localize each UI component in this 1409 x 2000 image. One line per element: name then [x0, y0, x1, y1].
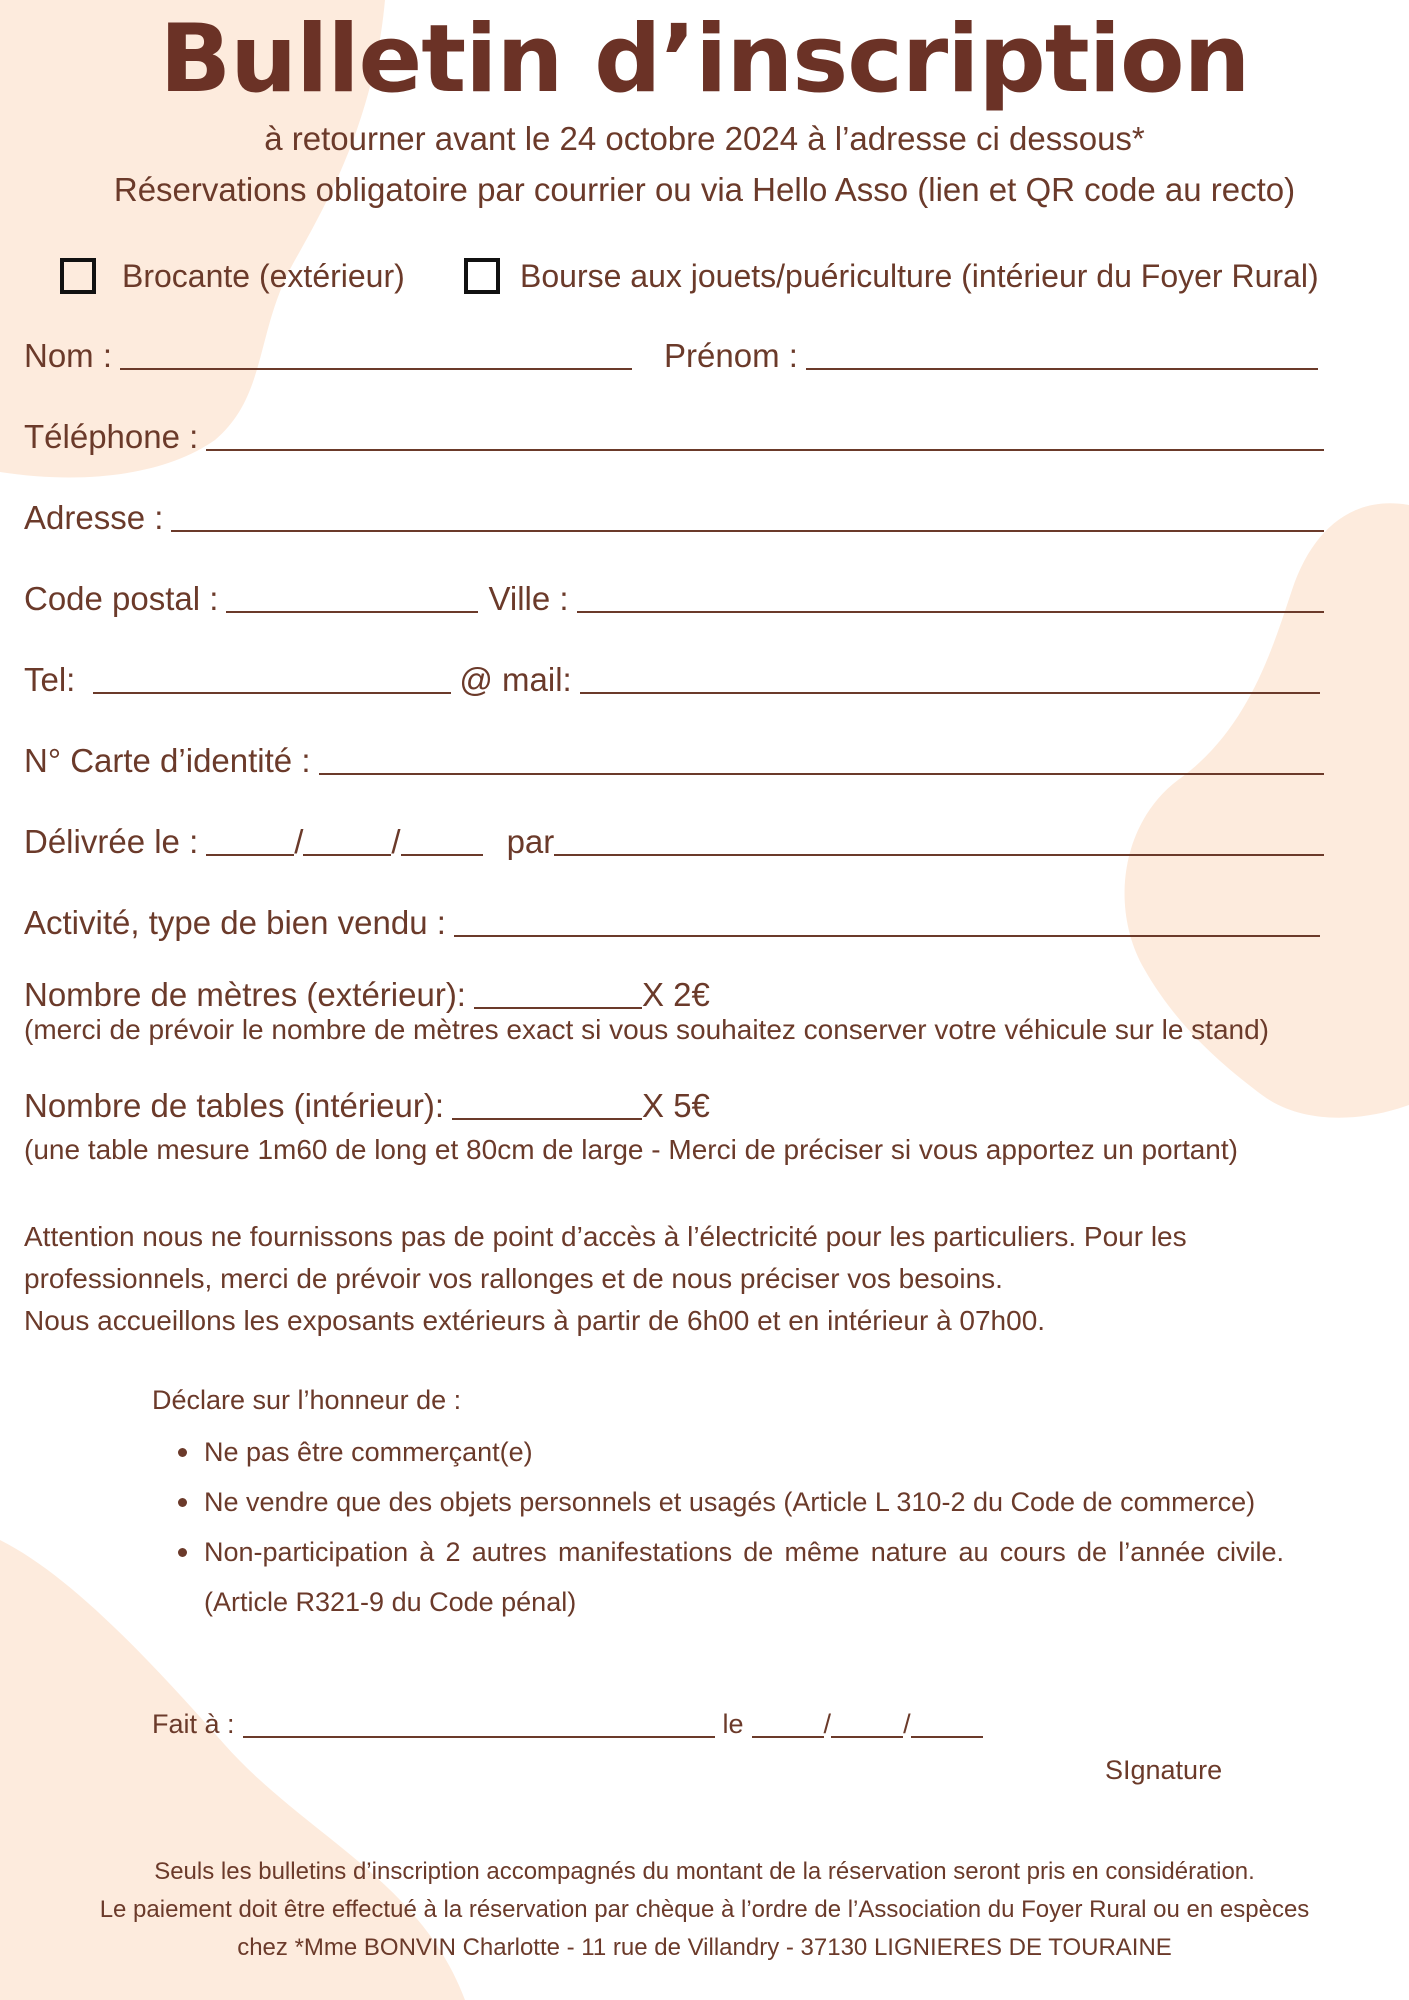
checkbox-brocante[interactable] [60, 258, 96, 294]
mail-label: @ mail: [459, 661, 572, 698]
declaration-list [152, 1427, 1284, 1627]
fait-a-label: Fait à : [152, 1709, 235, 1739]
row-telephone [24, 413, 1324, 457]
checkbox-bourse-label: Bourse aux jouets/puériculture (intérieur du Foyer Rural) [520, 258, 1319, 294]
mail-input-line[interactable] [580, 662, 1320, 694]
footer-line-2: Le paiement doit être effectué à la réservation par chèque à l’ordre de l’Association du Foyer Rural ou en espèces [99, 1896, 1310, 1923]
code-postal-label: Code postal : [24, 580, 219, 617]
subtitle-reservation: Réservations obligatoire par courrier ou via Hello Asso (lien et QR code au recto) [113, 171, 1296, 208]
bullet-dot [178, 1448, 187, 1457]
delivree-label: Délivrée le : [24, 823, 199, 860]
date-separator: / [391, 823, 401, 860]
footer-line-3: chez *Mme BONVIN Charlotte - 11 rue de Villandry - 37130 LIGNIERES DE TOURAINE [237, 1934, 1172, 1961]
declaration-item-text: Non-participation à 2 autres manifestations de même nature au cours de l’année civile. (Article R321-9 du Code pénal) [204, 1537, 1284, 1617]
date-annee-line[interactable] [911, 1706, 983, 1738]
attention-horaires: Nous accueillons les exposants extérieurs à partir de 6h00 et en intérieur à 07h00. [24, 1305, 1046, 1336]
delivree-annee-line[interactable] [401, 824, 483, 856]
date-mois-line[interactable] [831, 1706, 903, 1738]
note-tables: (une table mesure 1m60 de long et 80cm de large - Merci de préciser si vous apportez un portant) [24, 1134, 1238, 1165]
delivree-mois-line[interactable] [303, 824, 391, 856]
nombre-metres-input-line[interactable] [474, 977, 642, 1009]
nombre-tables-input-line[interactable] [452, 1088, 642, 1120]
date-separator: / [903, 1709, 911, 1739]
prix-table: X 5€ [642, 1087, 710, 1124]
nombre-tables-label: Nombre de tables (intérieur): [24, 1087, 445, 1124]
row-tel-mail [24, 656, 1320, 700]
ville-label: Ville : [488, 580, 569, 617]
checkbox-brocante-label: Brocante (extérieur) [122, 258, 405, 294]
par-label: par [506, 823, 555, 860]
adresse-input-line[interactable] [171, 500, 1324, 532]
activite-input-line[interactable] [454, 905, 1320, 937]
le-label: le [722, 1709, 744, 1739]
row-nom-prenom [24, 332, 1324, 376]
carte-identite-label: N° Carte d’identité : [24, 742, 311, 779]
nombre-metres-label: Nombre de mètres (extérieur): [24, 976, 466, 1013]
declaration-item-text: Ne vendre que des objets personnels et usagés (Article L 310-2 du Code de commerce) [204, 1487, 1256, 1517]
prix-metre: X 2€ [641, 976, 710, 1013]
declaration-item [152, 1477, 1284, 1527]
ville-input-line[interactable] [577, 581, 1324, 613]
delivree-jour-line[interactable] [206, 824, 294, 856]
date-separator: / [294, 823, 304, 860]
carte-identite-input-line[interactable] [319, 743, 1325, 775]
activite-label: Activité, type de bien vendu : [24, 904, 446, 941]
signature-label: SIgnature [1105, 1755, 1223, 1785]
row-adresse [24, 494, 1324, 538]
row-nombre-metres [24, 971, 1024, 1015]
telephone-label: Téléphone : [24, 418, 199, 455]
tel-input-line[interactable] [93, 662, 451, 694]
nom-label: Nom : [24, 337, 113, 374]
attention-paragraph [24, 1216, 1364, 1342]
row-codepostal-ville [24, 575, 1324, 619]
par-input-line[interactable] [554, 824, 1324, 856]
declaration-item-text: Ne pas être commerçant(e) [204, 1437, 533, 1467]
row-delivree [24, 818, 1324, 862]
checkbox-bourse[interactable] [464, 258, 500, 294]
bullet-dot [178, 1548, 187, 1557]
page-title: Bulletin d’inscription [159, 5, 1250, 114]
code-postal-input-line[interactable] [226, 581, 478, 613]
row-fait-a [152, 1700, 1052, 1744]
declaration-item [152, 1527, 1284, 1627]
tel-label: Tel: [24, 661, 76, 698]
date-separator: / [823, 1709, 832, 1739]
prenom-label: Prénom : [664, 337, 798, 374]
subtitle-deadline: à retourner avant le 24 octobre 2024 à l’adresse ci dessous* [264, 120, 1145, 157]
bullet-dot [178, 1498, 187, 1507]
date-jour-line[interactable] [752, 1706, 824, 1738]
nom-input-line[interactable] [120, 338, 632, 370]
row-nombre-tables [24, 1082, 1024, 1126]
adresse-label: Adresse : [24, 499, 164, 536]
fait-a-input-line[interactable] [243, 1706, 715, 1738]
declaration-item [152, 1427, 1284, 1477]
row-activite [24, 899, 1320, 943]
telephone-input-line[interactable] [206, 419, 1324, 451]
row-carte-identite [24, 737, 1324, 781]
declaration-title: Déclare sur l’honneur de : [152, 1385, 462, 1415]
attention-electricite: Attention nous ne fournissons pas de point d’accès à l’électricité pour les particuliers. Pour les professionnels, merci de prévoir vos rallonges et de nous préciser vos besoins. [24, 1221, 1187, 1294]
note-metres: (merci de prévoir le nombre de mètres exact si vous souhaitez conserver votre véhicule sur le stand) [24, 1014, 1269, 1045]
prenom-input-line[interactable] [806, 338, 1318, 370]
footer-line-1: Seuls les bulletins d’inscription accompagnés du montant de la réservation seront pris en considération. [154, 1858, 1255, 1885]
